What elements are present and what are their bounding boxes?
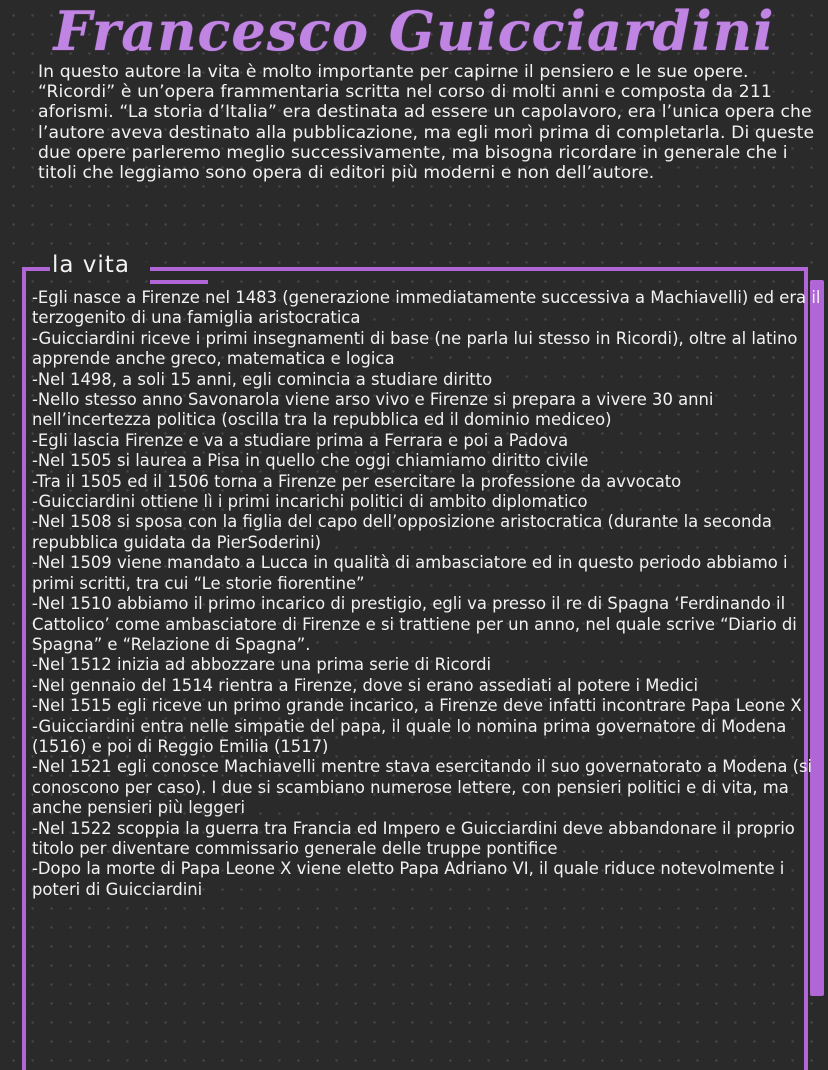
list-item: -Nel 1515 egli riceve un primo grande incarico, a Firenze deve infatti incontrare Papa Leone X — [32, 696, 802, 716]
intro-paragraph: In questo autore la vita è molto importante per capirne il pensiero e le sue opere. “Ricordi” è un’opera frammentaria scritta nel corso di molti anni e composta da 211 aforismi. “La storia d’Italia” era destinata ad essere un capolavoro, era l’unica opera che l’autore aveva destinato alla pubblicazione, ma egli morì prima di completarla. Di queste due opere parleremo meglio successivamente, ma bisogna ricordare in generale che i titoli che leggiamo sono opera di editori più moderni e non dell’autore. — [38, 62, 815, 184]
list-item: -Guicciardini riceve i primi insegnamenti di base (ne parla lui stesso in Ricordi), oltre al latino apprende anche greco, matematica e logica — [32, 328, 798, 369]
list-item: -Egli lascia Firenze e va a studiare prima a Ferrara e poi a Padova — [32, 430, 569, 450]
list-item: -Guicciardini entra nelle simpatie del papa, il quale lo nomina prima governatore di Modena (1516) e poi di Reggio Emilia (1517) — [32, 716, 787, 756]
list-item: -Nel 1522 scoppia la guerra tra Francia ed Impero e Guicciardini deve abbandonare il proprio titolo per diventare commissario generale delle truppe pontifice — [32, 818, 795, 858]
list-item: -Nel 1512 inizia ad abbozzare una prima serie di Ricordi — [32, 655, 492, 675]
list-item: -Egli nasce a Firenze nel 1483 (generazione immediatamente successiva a Machiavelli) ed era il terzogenito di una famiglia aristocratica — [32, 288, 821, 328]
list-item: -Nel 1510 abbiamo il primo incarico di prestigio, egli va presso il re di Spagna ‘Ferdinando il Cattolico’ come ambasciatore di Firenze e si trattiene per un anno, nel quale scrive “Diario di Spagna” e “Relazione di Spagna”. — [32, 594, 797, 654]
list-item: -Guicciardini ottiene lì i primi incarichi politici di ambito diplomatico — [32, 492, 588, 512]
section-heading-label: la vita — [52, 252, 130, 278]
list-item: -Dopo la morte di Papa Leone X viene eletto Papa Adriano VI, il quale riduce notevolmente i poteri di Guicciardini — [32, 859, 785, 899]
list-item: -Nel 1508 si sposa con la figlia del capo dell’opposizione aristocratica (durante la seconda repubblica guidata da PierSoderini) — [32, 512, 772, 552]
list-item: -Nel gennaio del 1514 rientra a Firenze, dove si erano assediati al potere i Medici — [32, 675, 699, 695]
frame-heading-underline — [150, 280, 208, 284]
list-item: -Nel 1509 viene mandato a Lucca in qualità di ambasciatore ed in questo periodo abbiamo i primi scritti, tra cui “Le storie fiorentine” — [32, 553, 788, 593]
list-item: -Nel 1521 egli conosce Machiavelli mentre stava esercitando il suo governatorato a Modena (si conoscono per caso). I due si scambiano numerose lettere, con pensieri politici e di vita, ma anche pensieri più leggeri — [32, 757, 813, 818]
biography-list — [32, 288, 822, 900]
list-item: -Nel 1505 si laurea a Pisa in quello che oggi chiamiamo diritto civile — [32, 451, 589, 471]
list-item: -Nello stesso anno Savonarola viene arso vivo e Firenze si prepara a vivere 30 anni nell’incertezza politica (oscilla tra la repubblica ed il dominio mediceo) — [32, 390, 714, 430]
section-heading — [46, 251, 136, 279]
list-item: -Tra il 1505 ed il 1506 torna a Firenze per esercitare la professione da avvocato — [32, 471, 682, 491]
page-title: Francesco Guicciardini — [53, 0, 775, 63]
list-item: -Nel 1498, a soli 15 anni, egli comincia a studiare diritto — [32, 369, 493, 389]
